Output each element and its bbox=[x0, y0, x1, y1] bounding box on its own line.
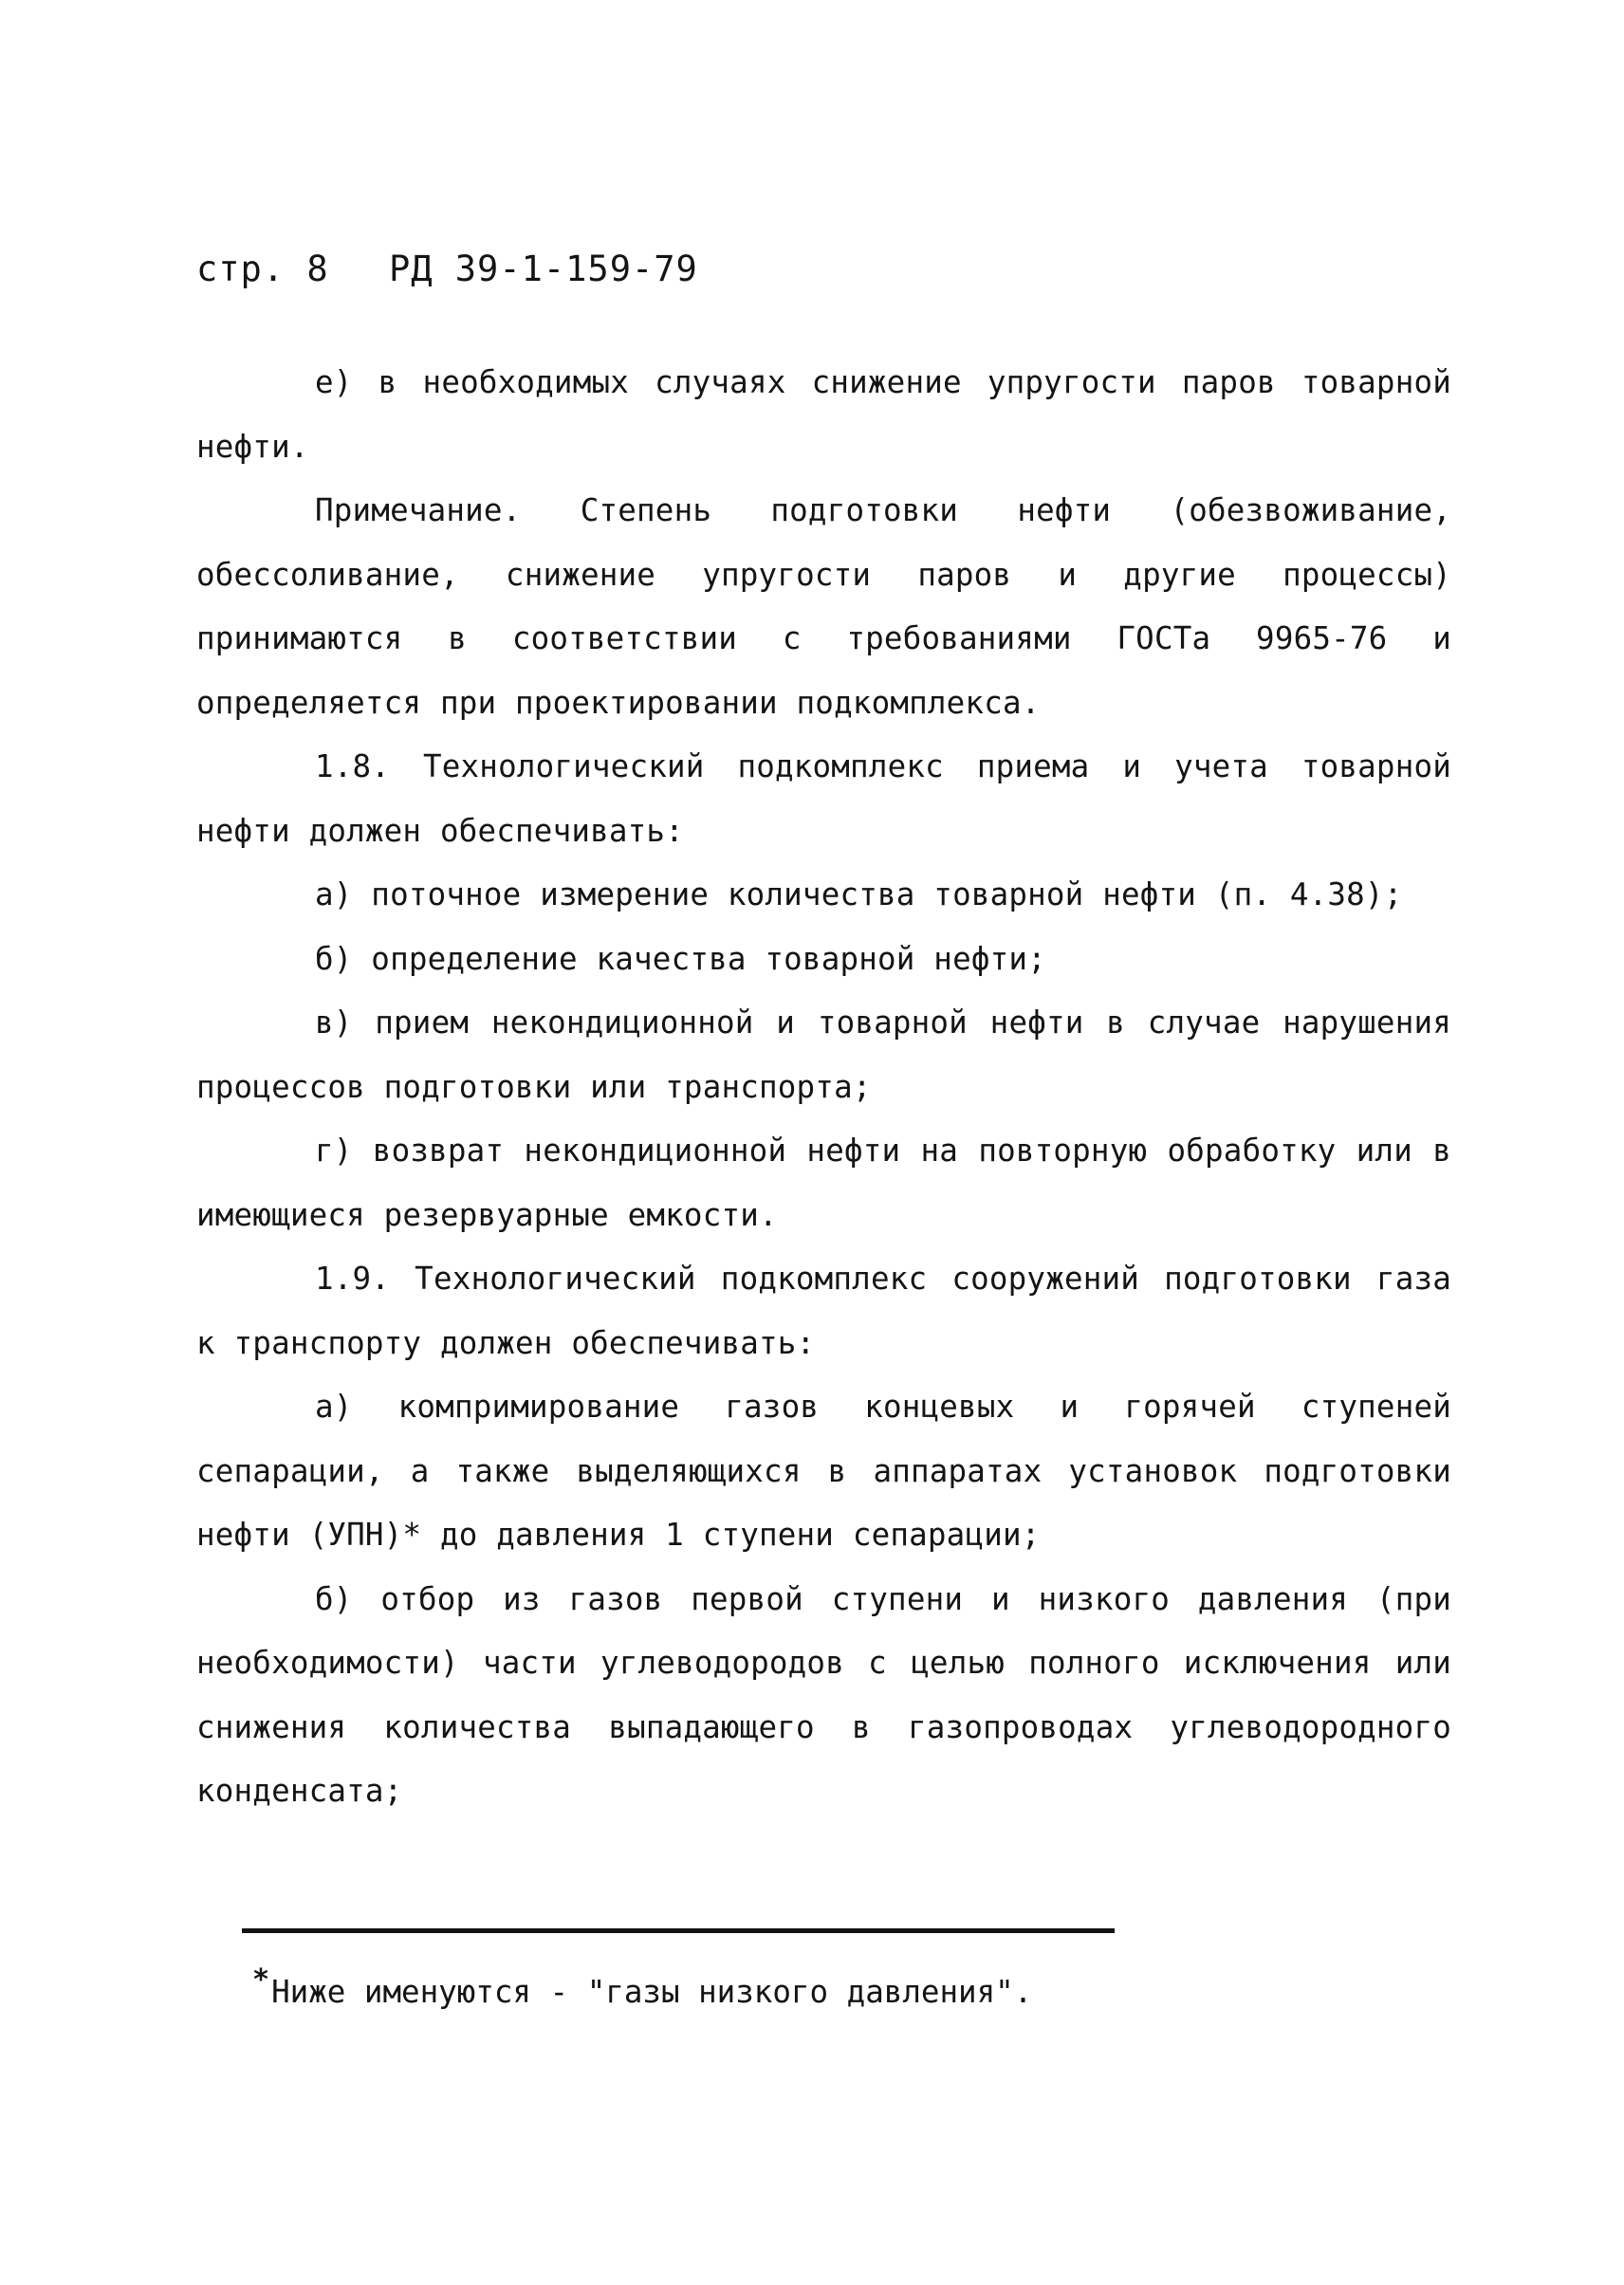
document-code: РД 39-1-159-79 bbox=[388, 249, 698, 289]
paragraph-section-1-8: 1.8. Технологический подкомплекс приема и учета товарной нефти должен обеспечивать: bbox=[196, 748, 1451, 849]
footnote bbox=[252, 1963, 1032, 2010]
page-header bbox=[196, 249, 698, 289]
footnote-marker: * bbox=[252, 1963, 270, 1997]
footnote-separator bbox=[242, 1928, 1115, 1933]
paragraph-note: Примечание. Степень подготовки нефти (обезвоживание, обессоливание, снижение упругости паров и другие процессы) принимаются в соответствии с требованиями ГОСТа 9965-76 и определяется при проектировании подкомплекса. bbox=[196, 492, 1451, 721]
footnote-text: Ниже именуются - "газы низкого давления". bbox=[271, 1974, 1033, 2010]
page-number: стр. 8 bbox=[196, 249, 329, 289]
paragraph-1-8-v: в) прием некондиционной и товарной нефти в случае нарушения процессов подготовки или транспорта; bbox=[196, 1004, 1451, 1105]
paragraph-1-9-b: б) отбор из газов первой ступени и низкого давления (при необходимости) части углеводородов с целью полного исключения или снижения количества выпадающего в газопроводах углеводородного конденсата; bbox=[196, 1580, 1451, 1809]
paragraph-1-8-b: б) определение качества товарной нефти; bbox=[315, 940, 1046, 977]
paragraph-e-vapor-pressure: е) в необходимых случаях снижение упругости паров товарной нефти. bbox=[196, 364, 1451, 465]
paragraph-1-8-a: а) поточное измерение количества товарной нефти (п. 4.38); bbox=[315, 876, 1403, 912]
paragraph-1-9-a: а) компримирование газов концевых и горячей ступеней сепарации, а также выделяющихся в аппаратах установок подготовки нефти (УПН)* до давления 1 ступени сепарации; bbox=[196, 1389, 1451, 1553]
body-text bbox=[196, 351, 1451, 1824]
paragraph-1-8-g: г) возврат некондиционной нефти на повторную обработку или в имеющиеся резервуарные емкости. bbox=[196, 1133, 1451, 1233]
paragraph-section-1-9: 1.9. Технологический подкомплекс сооружений подготовки газа к транспорту должен обеспечивать: bbox=[196, 1261, 1451, 1361]
